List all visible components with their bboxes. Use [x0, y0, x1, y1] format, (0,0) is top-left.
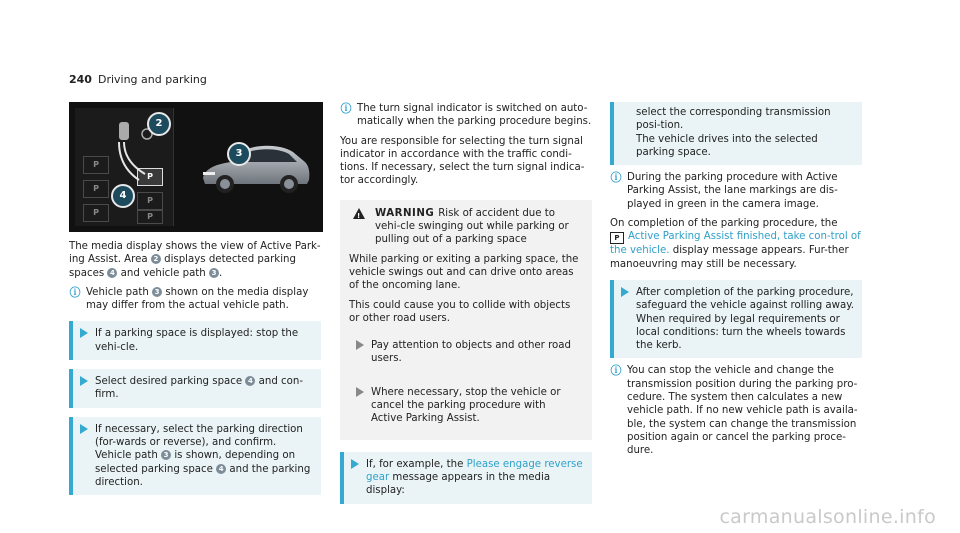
parking-slot: P [83, 204, 109, 222]
note-lane-markings [610, 171, 862, 211]
intro-text: displays detected parking spaces [69, 254, 296, 279]
column-2 [340, 102, 592, 504]
completion-paragraph [610, 217, 862, 271]
step-text: The vehicle drives into the selected parking space. [636, 133, 818, 158]
arrow-right-icon [621, 287, 629, 297]
parking-slot: P [83, 156, 109, 174]
warning-triangle-icon: ! [353, 208, 365, 219]
warning-box [340, 200, 592, 440]
step-text: If, for example, the [366, 458, 467, 470]
step-text: Vehicle path [95, 450, 162, 462]
note-text: shown on the media display may differ from the actual vehicle path. [86, 286, 309, 312]
step-text: and the parking direction. [95, 463, 311, 488]
note-turn-signal [340, 102, 592, 129]
badge-path: 3 [161, 450, 171, 460]
step-text: If a parking space is displayed: stop the vehi-cle. [95, 328, 299, 353]
paragraph-text: On completion of the parking procedure, the [610, 218, 838, 230]
arrow-right-icon [80, 376, 88, 386]
arrow-right-icon [80, 424, 88, 434]
step-text: message appears in the media display: [366, 471, 551, 497]
car-image [197, 132, 312, 202]
column-1 [69, 102, 321, 495]
arrow-right-icon [356, 340, 364, 350]
step-engage-reverse [340, 452, 592, 504]
parking-slot: P [137, 210, 163, 224]
parking-assist-illustration [69, 102, 323, 232]
step-text: Select desired parking space [95, 376, 246, 388]
badge-path: 3 [209, 268, 219, 278]
step-text: select the corresponding transmission posi-tion. [636, 107, 831, 132]
intro-text: The media display shows the view of Active Park-ing Assist. Area [69, 241, 321, 266]
callout-parking-space: 4 [111, 184, 135, 208]
page-number: 240 [69, 73, 92, 86]
watermark: carmanualsonline.info [719, 506, 936, 528]
badge-space: 4 [107, 268, 117, 278]
note-text: During the parking procedure with Active Parking Assist, the lane markings are dis-played in green in the camera image. [627, 172, 838, 210]
note-change-transmission [610, 364, 862, 457]
step-continuation [610, 102, 862, 165]
warning-text: While parking or exiting a parking space, the vehicle swings out and can drive onto areas of the oncoming lane. [349, 253, 579, 292]
step-select-direction [69, 417, 321, 495]
step-text: If necessary, select the parking direction (for-wards or reverse), and confirm. [95, 423, 303, 448]
badge-path: 3 [152, 287, 162, 297]
warning-step [349, 333, 583, 372]
display-message-link: Please engage reverse gear [366, 458, 583, 483]
step-text: Where necessary, stop the vehicle or cancel the parking procedure with Active Parking Assist. [371, 386, 561, 425]
step-text: and con-firm. [95, 376, 304, 401]
warning-label: WARNING [375, 207, 435, 219]
paragraph-text: display message appears. Fur-ther manoeuvring may still be necessary. [610, 245, 849, 270]
step-stop-vehicle [69, 321, 321, 360]
intro-text: . [219, 267, 223, 279]
callout-area: 2 [147, 112, 171, 136]
note-vehicle-path [69, 286, 321, 313]
info-icon: ⓘ [69, 285, 81, 299]
step-text: is shown, depending on selected parking space [95, 450, 296, 475]
selected-parking-slot: P [137, 168, 163, 186]
note-text: Vehicle path [86, 286, 153, 298]
parking-slot: P [83, 180, 109, 198]
info-icon: ⓘ [610, 364, 622, 378]
step-text: Pay attention to objects and other road users. [371, 340, 571, 365]
column-3 [610, 102, 862, 458]
note-text: The turn signal indicator is switched on auto-matically when the parking procedure begins. [357, 103, 592, 128]
section-title: Driving and parking [97, 73, 207, 86]
intro-text: and vehicle path [117, 267, 210, 279]
step-text: After completion of the parking procedure, safeguard the vehicle against rolling away. When required by legal requirements or local conditions: turn the wheels towards the kerb. [636, 286, 855, 352]
step-select-space [69, 369, 321, 408]
badge-space: 4 [245, 376, 255, 386]
display-message-link: Active Parking Assist finished, take con-trol of the vehicle. [610, 231, 861, 257]
badge-space: 4 [216, 464, 226, 474]
warning-title: Risk of accident due to vehi-cle swinging out while parking or pulling out of a parking space [375, 207, 569, 246]
info-icon: ⓘ [610, 171, 622, 185]
parking-assist-icon: P [610, 232, 624, 244]
warning-header [349, 207, 583, 247]
step-safeguard-vehicle [610, 280, 862, 358]
badge-area: 2 [151, 254, 161, 264]
note-text: You can stop the vehicle and change the transmission position during the parking pro-cedure. The system then calculates a new vehicle path. If no new vehicle path is availa-ble, the system can change the transmission position again or cancel the parking proce-dure. [627, 365, 858, 457]
warning-step [349, 380, 583, 432]
warning-text: This could cause you to collide with objects or other road users. [349, 299, 571, 324]
parking-slot: P [137, 192, 163, 210]
arrow-right-icon [351, 459, 359, 469]
callout-vehicle-path: 3 [227, 142, 251, 166]
turn-signal-paragraph: You are responsible for selecting the turn signal indicator in accordance with the traffic condi-tions. If necessary, select the turn signal indica-tor accordingly. [340, 135, 585, 187]
arrow-right-icon [80, 328, 88, 338]
warning-body [349, 253, 583, 325]
page-header [69, 73, 207, 86]
info-icon: ⓘ [340, 102, 352, 115]
arrow-right-icon [356, 387, 364, 397]
intro-paragraph [69, 240, 321, 280]
